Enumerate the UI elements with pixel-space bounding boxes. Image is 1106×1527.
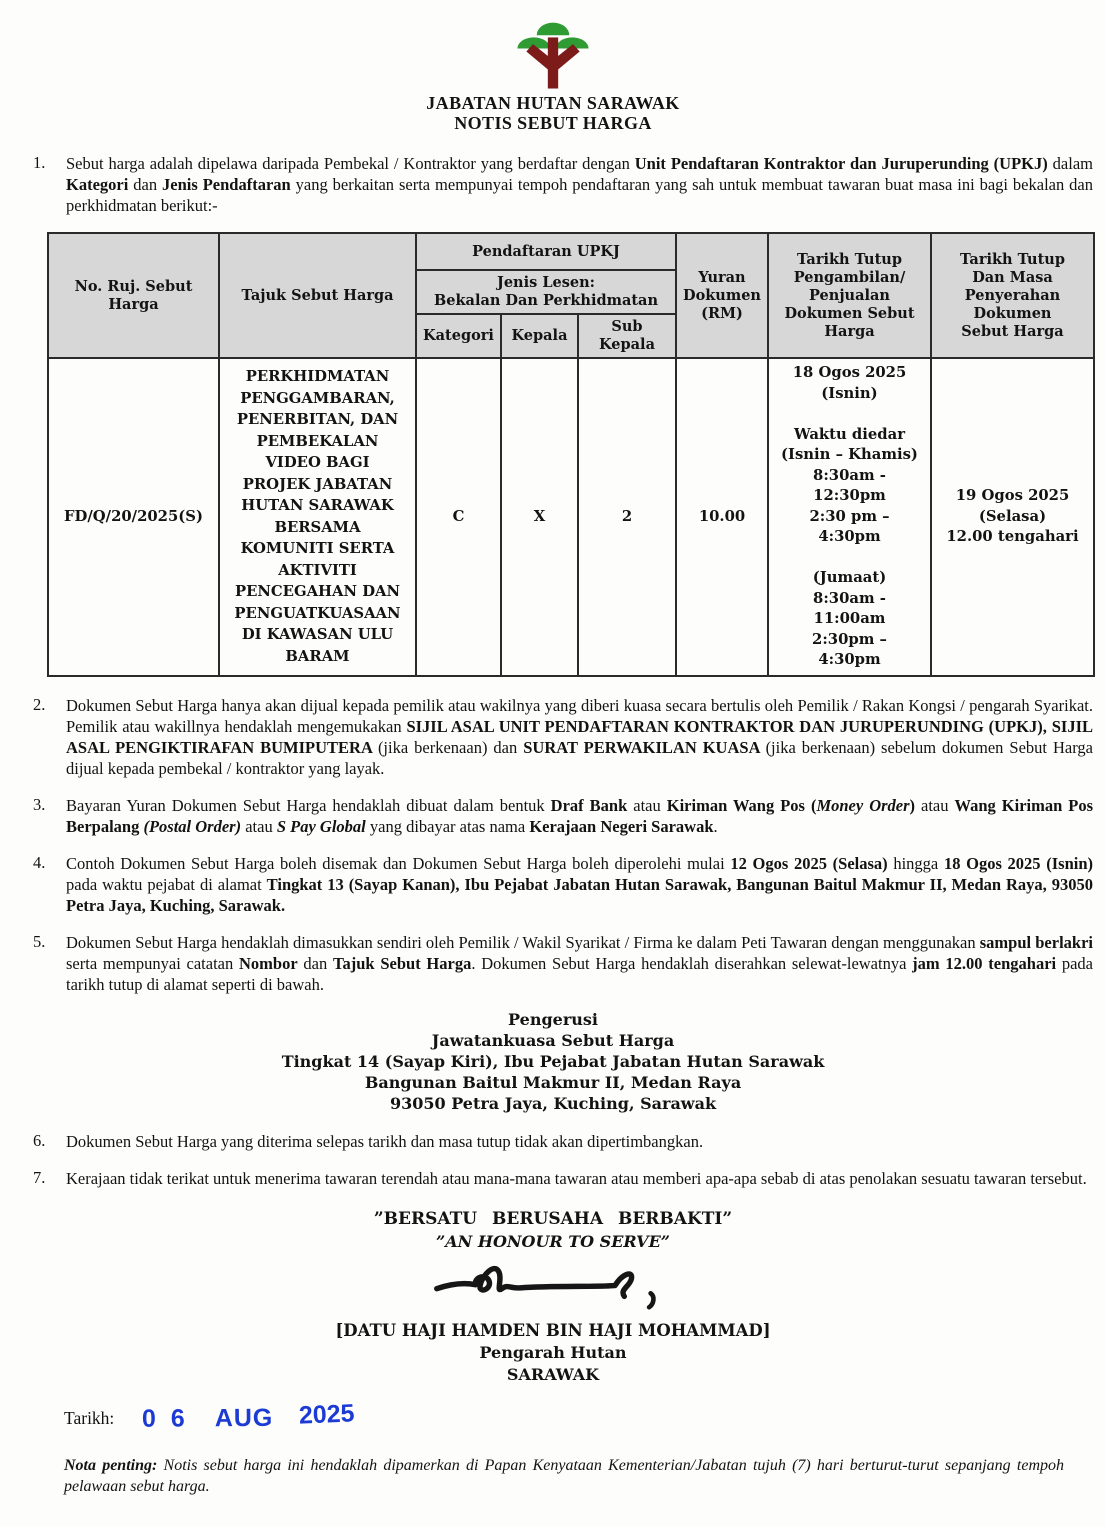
cell-kepala: X xyxy=(501,358,578,676)
cell-kategori: C xyxy=(416,358,501,676)
cell-no-ruj: FD/Q/20/2025(S) xyxy=(48,358,219,676)
date-label: Tarikh: xyxy=(64,1407,115,1428)
cell-tarikh-penyerahan: 19 Ogos 2025 (Selasa) 12.00 tengahari xyxy=(931,358,1094,676)
motto-english: ”AN HONOUR TO SERVE” xyxy=(436,1231,670,1251)
stamp-month: AUG xyxy=(214,1403,274,1432)
stamp-year: 2025 xyxy=(298,1398,356,1430)
paragraph-5 xyxy=(20,932,1093,995)
col-header-pendaftaran-upkj: Pendaftaran UPKJ xyxy=(416,233,676,270)
paragraph-text: Dokumen Sebut Harga hanya akan dijual kepada pemilik atau wakilnya yang diberi kuasa secara bertulis oleh Pemilik / Rakan Kongsi / pengarah Syarikat. Pemilik atau wakillnya hendaklah mengemukakan SIJIL ASAL UNIT PENDAFTARAN KONTRAKTOR DAN JURUPERUNDING (UPKJ), SIJIL ASAL PENGIKTIRAFAN BUMIPUTERA (jika berkenaan) dan SURAT PERWAKILAN KUASA (jika berkenaan) sebelum dokumen Sebut Harga dijual kepada pembekal / kontraktor yang layak. xyxy=(66,695,1093,778)
paragraph-2 xyxy=(20,695,1093,779)
paragraph-number: 6. xyxy=(33,1130,46,1150)
paragraph-number: 3. xyxy=(33,794,46,814)
intro-paragraph-list xyxy=(20,153,1093,216)
col-header-yuran: Yuran Dokumen (RM) xyxy=(676,233,768,358)
terms-paragraph-list xyxy=(20,695,1093,995)
important-note-text: Notis sebut harga ini hendaklah dipamerkan di Papan Kenyataan Kementerian/Jabatan tujuh (7) hari berturut-turut sepanjang tempoh pelawaan sebut harga. xyxy=(64,1456,1064,1495)
col-header-tarikh-penyerahan: Tarikh Tutup Dan Masa Penyerahan Dokumen Sebut Harga xyxy=(931,233,1094,358)
paragraph-7 xyxy=(20,1168,1093,1189)
paragraph-3 xyxy=(20,795,1093,837)
paragraph-text: Kerajaan tidak terikat untuk menerima tawaran terendah atau mana-mana tawaran atau memberi apa-apa sebab di atas penolakan sesuatu tawaran tersebut. xyxy=(66,1168,1087,1188)
paragraph-4 xyxy=(20,853,1093,916)
cell-yuran: 10.00 xyxy=(676,358,768,676)
col-header-tarikh-pengambilan: Tarikh Tutup Pengambilan/ Penjualan Dokumen Sebut Harga xyxy=(768,233,931,358)
closing-paragraph-list xyxy=(20,1131,1093,1189)
stamp-day: 0 6 xyxy=(142,1403,190,1433)
forest-department-tree-logo-icon xyxy=(508,13,598,90)
quotation-table xyxy=(47,232,1095,677)
col-header-kategori: Kategori xyxy=(416,314,501,358)
paragraph-text: Sebut harga adalah dipelawa daripada Pembekal / Kontraktor yang berdaftar dengan Unit Pendaftaran Kontraktor dan Juruperunding (UPKJ) dalam Kategori dan Jenis Pendaftaran yang berkaitan serta mempunyai tempoh pendaftaran yang sah untuk membuat tawaran buat masa ini bagi bekalan dan perkhidmatan berikut:- xyxy=(66,154,1093,215)
signatory-title: Pengarah Hutan xyxy=(479,1342,627,1362)
paragraph-text: Dokumen Sebut Harga hendaklah dimasukkan sendiri oleh Pemilik / Wakil Syarikat / Firma ke dalam Peti Tawaran dengan menggunakan sampul berlakri serta mempunyai catatan Nombor dan Tajuk Sebut Harga. Dokumen Sebut Harga hendaklah diserahkan selewat-lewatnya jam 12.00 tengahari pada tarikh tutup di alamat seperti di bawah. xyxy=(66,932,1094,994)
paragraph-number: 7. xyxy=(33,1167,46,1187)
document-title: NOTIS SEBUT HARGA xyxy=(454,113,652,133)
signature-block xyxy=(0,1253,1106,1320)
paragraph-number: 2. xyxy=(33,694,46,714)
paragraph-number: 5. xyxy=(33,931,46,951)
cell-sub-kepala: 2 xyxy=(578,358,676,676)
organisation-name: JABATAN HUTAN SARAWAK xyxy=(426,93,680,113)
motto-malay: ”BERSATU BERUSAHA BERBAKTI” xyxy=(373,1208,733,1229)
important-note-label: Nota penting: xyxy=(64,1456,158,1474)
paragraph-1 xyxy=(20,153,1093,216)
paragraph-number: 1. xyxy=(33,153,46,172)
col-header-tajuk: Tajuk Sebut Harga xyxy=(219,233,416,358)
paragraph-6 xyxy=(20,1131,1093,1152)
cell-tarikh-pengambilan: 18 Ogos 2025 (Isnin) Waktu diedar (Isnin – Khamis) 8:30am - 12:30pm 2:30 pm – 4:30pm (Jumaat) 8:30am - 11:00am 2:30pm – 4:30pm xyxy=(768,358,931,676)
signatory-region: SARAWAK xyxy=(506,1364,600,1384)
cell-tajuk: PERKHIDMATAN PENGGAMBARAN, PENERBITAN, DAN PEMBEKALAN VIDEO BAGI PROJEK JABATAN HUTAN SARAWAK BERSAMA KOMUNITI SERTA AKTIVITI PENCEGAHAN DAN PENGUATKUASAAN DI KAWASAN ULU BARAM xyxy=(219,358,416,676)
submission-address-block: Pengerusi Jawatankuasa Sebut Harga Tingkat 14 (Sayap Kiri), Ibu Pejabat Jabatan Hutan Sarawak Bangunan Baitul Makmur II, Medan Raya 93050 Petra Jaya, Kuching, Sarawak xyxy=(281,1009,825,1113)
handwritten-signature-icon xyxy=(398,1253,708,1315)
date-line xyxy=(64,1398,1106,1433)
table-row xyxy=(48,358,1094,676)
paragraph-text: Contoh Dokumen Sebut Harga boleh disemak dan Dokumen Sebut Harga boleh diperolehi mulai 12 Ogos 2025 (Selasa) hingga 18 Ogos 2025 (Isnin) pada waktu pejabat di alamat Tingkat 13 (Sayap Kanan), Ibu Pejabat Jabatan Hutan Sarawak, Bangunan Baitul Makmur II, Medan Raya, 93050 Petra Jaya, Kuching, Sarawak. xyxy=(66,853,1093,915)
date-stamp xyxy=(142,1398,356,1433)
paragraph-text: Bayaran Yuran Dokumen Sebut Harga hendaklah dibuat dalam bentuk Draf Bank atau Kiriman Wang Pos (Money Order) atau Wang Kiriman Pos Berpalang (Postal Order) atau S Pay Global yang dibayar atas nama Kerajaan Negeri Sarawak. xyxy=(66,795,1094,836)
paragraph-text: Dokumen Sebut Harga yang diterima selepas tarikh dan masa tutup tidak akan dipertimbangkan. xyxy=(66,1131,704,1151)
col-header-no-ruj: No. Ruj. Sebut Harga xyxy=(48,233,219,358)
signatory-name: [DATU HAJI HAMDEN BIN HAJI MOHAMMAD] xyxy=(335,1320,771,1340)
col-header-sub-kepala: Sub Kepala xyxy=(578,314,676,358)
col-header-kepala: Kepala xyxy=(501,314,578,358)
important-note xyxy=(64,1455,1064,1498)
paragraph-number: 4. xyxy=(33,852,46,872)
document-header xyxy=(0,0,1106,133)
col-header-jenis-lesen: Jenis Lesen: Bekalan Dan Perkhidmatan xyxy=(416,270,676,314)
